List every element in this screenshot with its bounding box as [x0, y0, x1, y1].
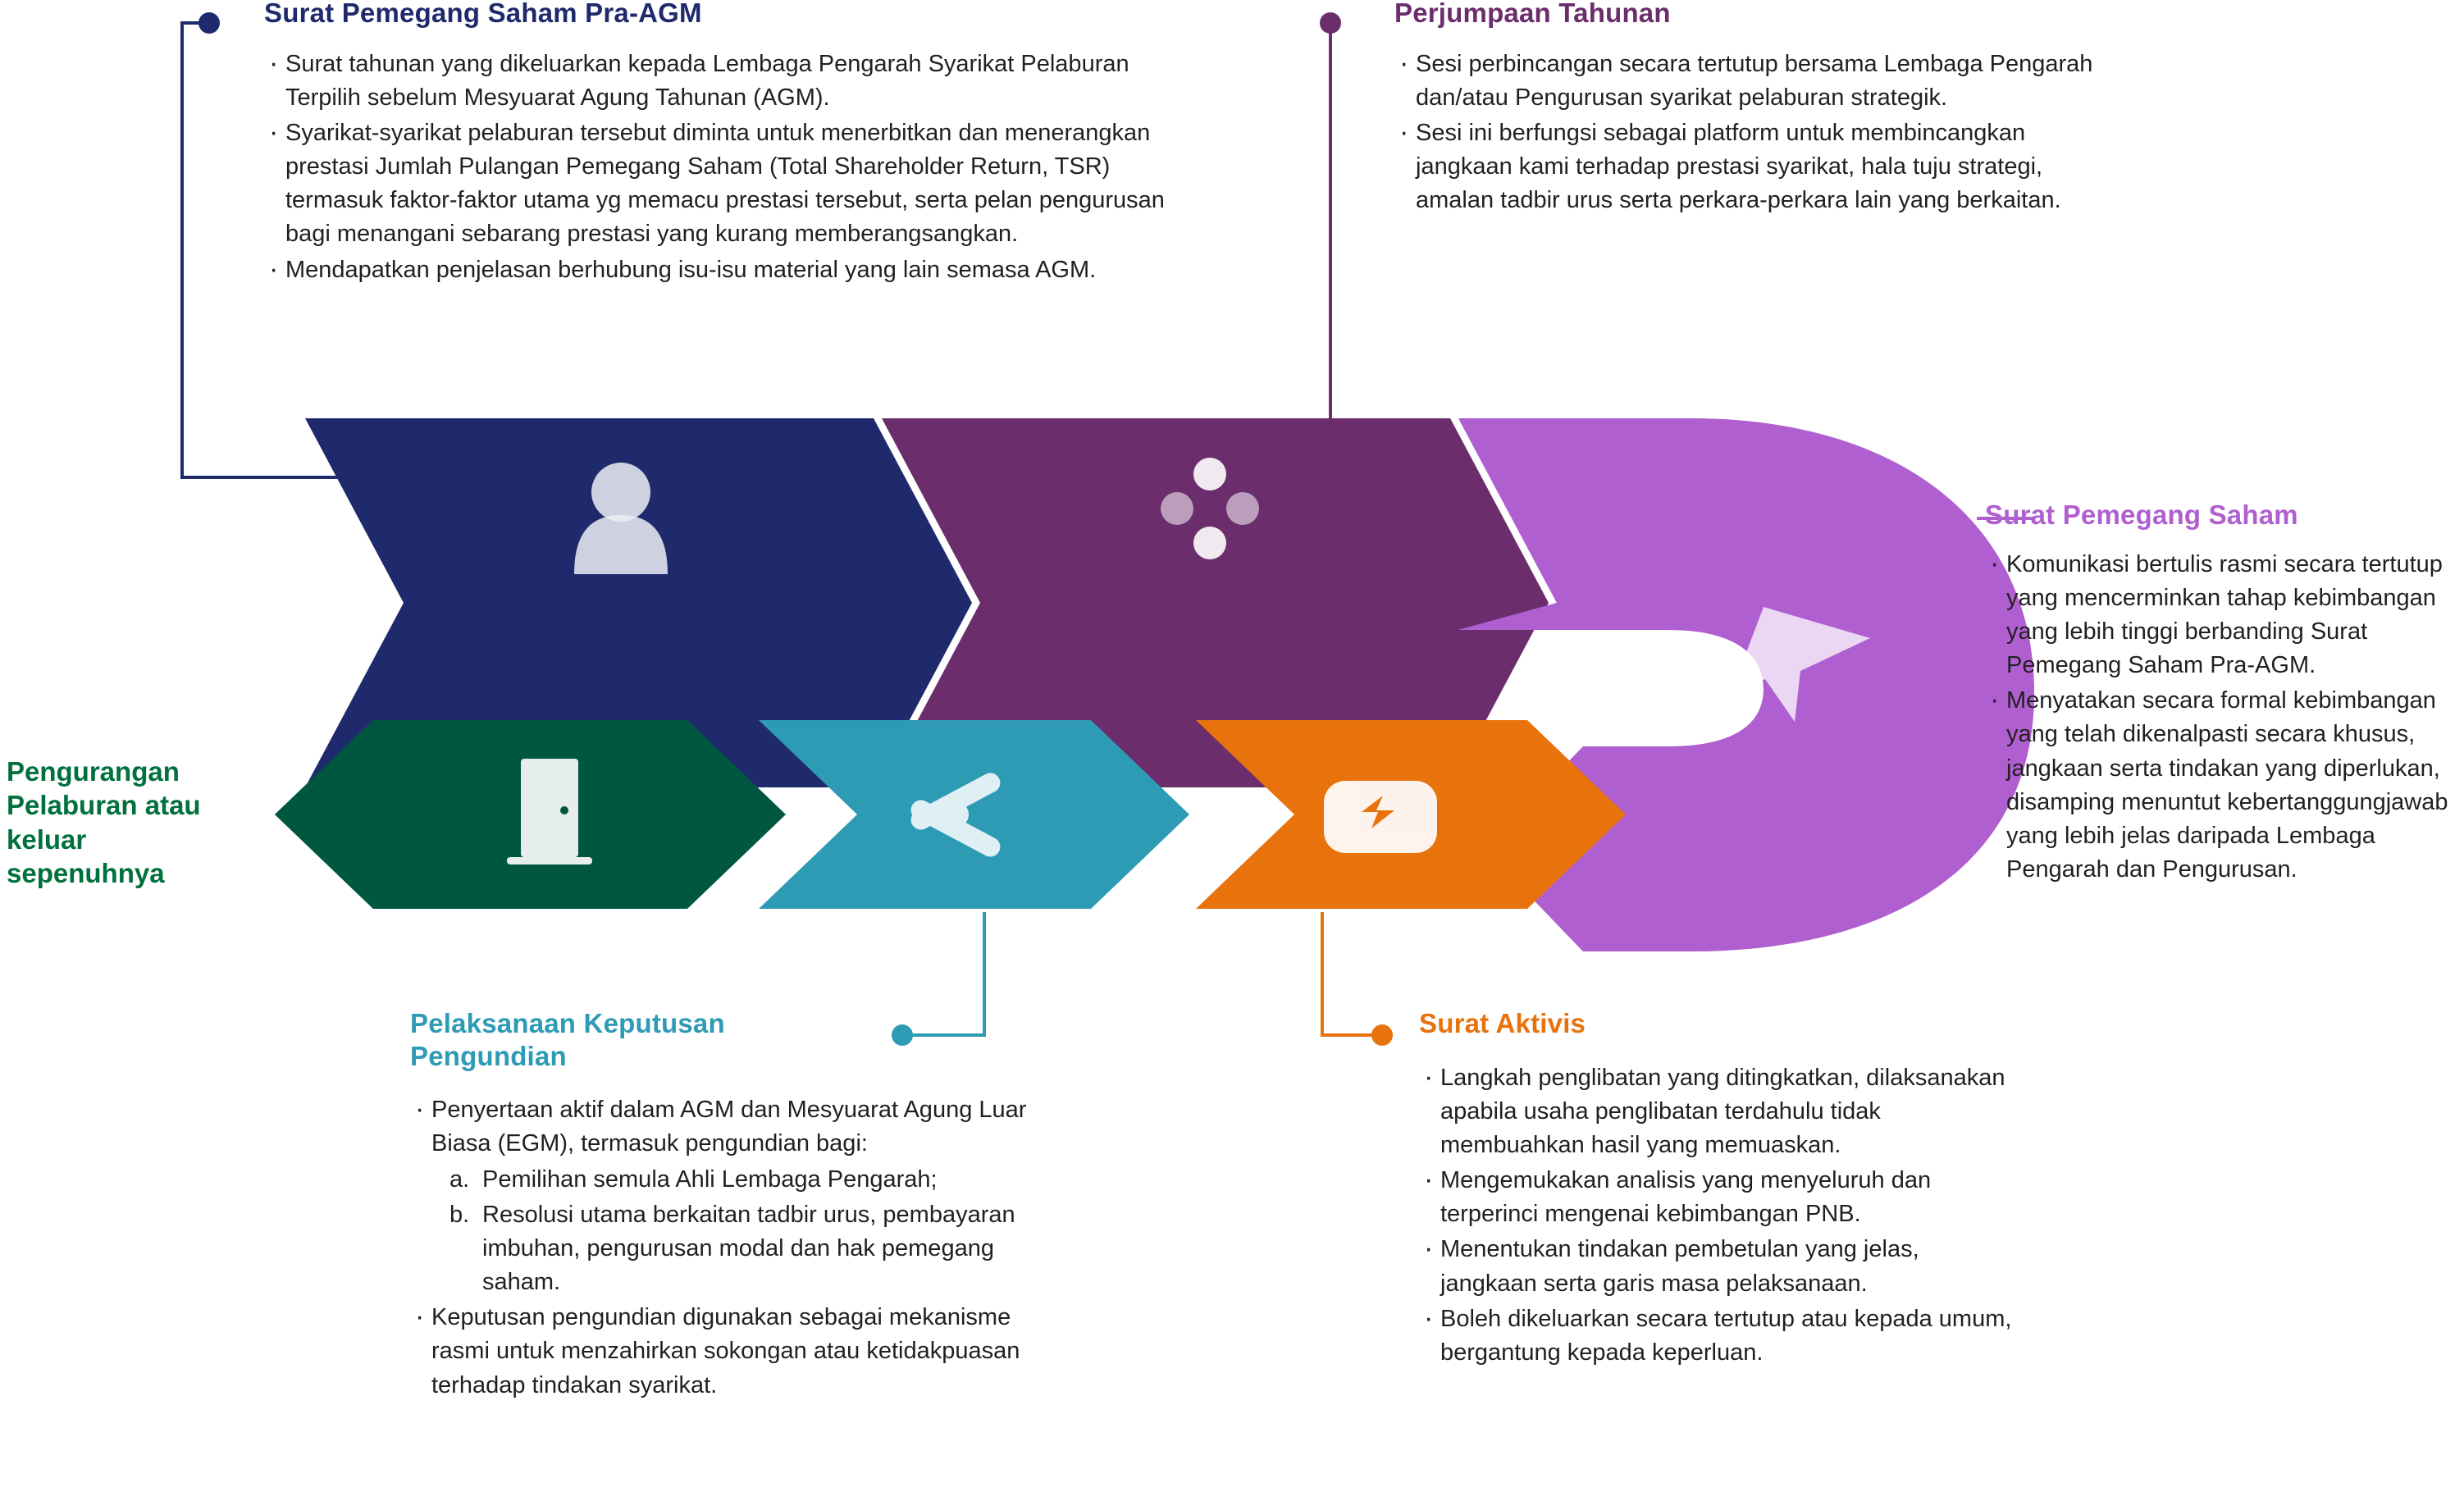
- callout-pre-agm-letter: [264, 0, 1248, 289]
- bullet-item: · Mendapatkan penjelasan berhubung isu-isu material yang lain semasa AGM.: [264, 253, 1207, 287]
- fist-icon: [1324, 781, 1437, 853]
- bullet-item: · Surat tahunan yang dikeluarkan kepada Lembaga Pengarah Syarikat Pelaburan Terpilih sebelum Mesyuarat Agung Tahunan (AGM).: [264, 48, 1207, 115]
- callout-title-activist-letter: Surat Aktivis: [1419, 1008, 1586, 1038]
- bullet-item: · Keputusan pengundian digunakan sebagai mekanisme rasmi untuk menzahirkan sokongan atau ketidakpuasan terhadap tindakan syarikat.: [410, 1301, 1034, 1403]
- callout-annual-meeting: [1394, 0, 2133, 219]
- connector-dot-shareholder-letter: [1911, 508, 1932, 529]
- bullet-item: · Penyertaan aktif dalam AGM dan Mesyuarat Agung Luar Biasa (EGM), termasuk pengundian bagi:: [410, 1093, 1034, 1161]
- bullet-sublist-holder: [410, 1163, 1034, 1300]
- callout-bullets-voting-decision: [410, 1093, 1034, 1403]
- bullet-item: · Menentukan tindakan pembetulan yang jelas, jangkaan serta garis masa pelaksanaan.: [1419, 1233, 2018, 1300]
- bullet-item: · Komunikasi bertulis rasmi secara tertutup yang mencerminkan tahap kebimbangan yang lebih tinggi berbanding Surat Pemegang Saham Pra-AGM.: [1985, 548, 2457, 683]
- connector-dot-activist: [1371, 1024, 1393, 1046]
- callout-title-annual-meeting: Perjumpaan Tahunan: [1394, 0, 1671, 28]
- subbullet-label: b.: [449, 1201, 470, 1228]
- subbullet-text: Resolusi utama berkaitan tadbir urus, pembayaran imbuhan, pengurusan modal dan hak pemegang saham.: [482, 1201, 1015, 1296]
- bullet-item: · Menyatakan secara formal kebimbangan yang telah dikenalpasti secara khusus, jangkaan serta tindakan yang diperlukan, disamping menuntut kebertanggungjawab yang lebih jelas daripada Lembaga Pengarah dan Pengurusan.: [1985, 684, 2457, 887]
- callout-title-shareholder-letter: Surat Pemegang Saham: [1985, 500, 2298, 530]
- subbullet-label: a.: [449, 1166, 470, 1193]
- subbullet-text: Pemilihan semula Ahli Lembaga Pengarah;: [482, 1166, 938, 1193]
- side-label-divestment: Pengurangan Pelaburan atau keluar sepenuhnya: [7, 756, 201, 888]
- callout-subbullets-voting-decision: [431, 1163, 1034, 1300]
- bullet-item: · Sesi ini berfungsi sebagai platform untuk membincangkan jangkaan kami terhadap prestasi syarikat, hala tuju strategi, amalan tadbir urus serta perkara-perkara lain yang berkaitan.: [1394, 116, 2116, 218]
- callout-voting-decision: [410, 1007, 1050, 1404]
- bullet-item: · Syarikat-syarikat pelaburan tersebut diminta untuk menerbitkan dan menerangkan prestasi Jumlah Pulangan Pemegang Saham (Total Shareholder Return, TSR) termasuk faktor-faktor utama yg memacu prestasi tersebut, serta pelan pengurusan bagi menangani sebarang prestasi yang kurang memberangsangkan.: [264, 116, 1207, 252]
- callout-bullets-annual-meeting: [1394, 48, 2116, 218]
- connector-dot-pre-agm: [198, 12, 220, 34]
- bullet-item: · Mengemukakan analisis yang menyeluruh dan terperinci mengenai kebimbangan PNB.: [1419, 1164, 2018, 1231]
- callout-shareholder-letter: [1985, 499, 2461, 888]
- callout-bullets-activist-letter: [1419, 1061, 2018, 1371]
- callout-activist-letter: [1419, 1007, 2042, 1371]
- bullet-item: · Sesi perbincangan secara tertutup bersama Lembaga Pengarah dan/atau Pengurusan syarikat pelaburan strategik.: [1394, 48, 2116, 115]
- callout-bullets-shareholder-letter: [1985, 548, 2457, 887]
- connector-dot-annual-meeting: [1320, 12, 1341, 34]
- subbullet-item: [449, 1163, 1034, 1197]
- bullet-item: · Boleh dikeluarkan secara tertutup atau kepada umum, bergantung kepada keperluan.: [1419, 1302, 2018, 1370]
- callout-title-pre-agm: Surat Pemegang Saham Pra-AGM: [264, 0, 702, 28]
- subbullet-item: [449, 1198, 1034, 1300]
- callout-title-voting-decision: Pelaksanaan Keputusan Pengundian: [410, 1008, 725, 1071]
- bullet-item: · Langkah penglibatan yang ditingkatkan, dilaksanakan apabila usaha penglibatan terdahulu tidak membuahkan hasil yang memuaskan.: [1419, 1061, 2018, 1163]
- callout-bullets-pre-agm: [264, 48, 1207, 287]
